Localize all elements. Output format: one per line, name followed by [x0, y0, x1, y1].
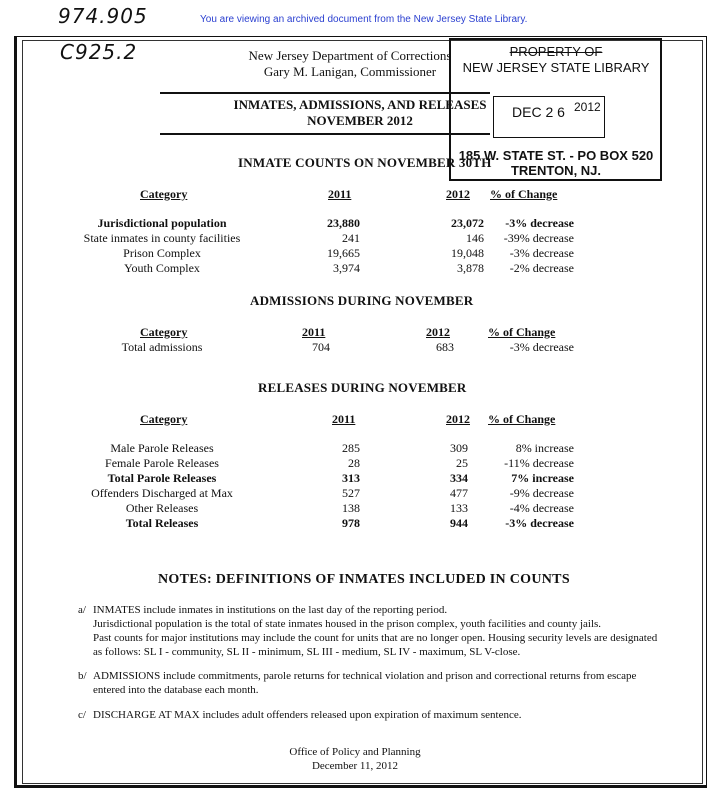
- release-row-y2011: 138: [342, 501, 360, 515]
- report-period: NOVEMBER 2012: [307, 113, 413, 128]
- commissioner-name: Gary M. Lanigan, Commissioner: [263, 64, 437, 79]
- release-row-y2011: 313: [342, 471, 360, 485]
- release-row-category: Total Parole Releases: [107, 471, 217, 485]
- admissions-col-2011: 2011: [302, 325, 326, 339]
- admission-row-change: -3% decrease: [509, 340, 574, 354]
- stamp-date: DEC 2 6: [512, 104, 565, 120]
- inmate-row-change: -39% decrease: [503, 231, 574, 245]
- inmate-row-y2011: 241: [342, 231, 360, 245]
- release-row-y2012: 309: [450, 441, 468, 455]
- release-row-change: -11% decrease: [504, 456, 574, 470]
- note-b-label: b/: [78, 670, 87, 682]
- release-row-change: -9% decrease: [509, 486, 574, 500]
- inmate-row-y2011: 19,665: [327, 246, 360, 260]
- release-row-category: Male Parole Releases: [110, 441, 214, 455]
- releases-title: RELEASES DURING NOVEMBER: [258, 380, 467, 395]
- admission-row-y2011: 704: [312, 340, 330, 354]
- release-row-y2011: 28: [348, 456, 360, 470]
- note-a-line-4: as follows: SL I - community, SL II - minimum, SL III - medium, SL IV - maximum, SL V-close.: [93, 646, 521, 658]
- admission-row-y2012: 683: [436, 340, 454, 354]
- inmate-row-category: Prison Complex: [123, 246, 201, 260]
- footer-date: December 11, 2012: [311, 760, 399, 772]
- admission-row-category: Total admissions: [121, 340, 203, 354]
- note-a-line-3: Past counts for major institutions may include the count for units that are no longer open. Housing security levels are designated: [93, 632, 658, 644]
- release-row-category: Other Releases: [125, 501, 199, 515]
- inmate-row-category: Youth Complex: [124, 261, 200, 275]
- note-a-line-1: INMATES include inmates in institutions on the last day of the reporting period.: [93, 604, 448, 616]
- inmate-col-2011: 2011: [328, 187, 352, 201]
- note-b-line-2: entered into the database each month.: [93, 684, 259, 696]
- release-row-y2012: 25: [456, 456, 468, 470]
- admissions-col-change: % of Change: [488, 325, 556, 339]
- release-row-y2011: 527: [342, 486, 360, 500]
- inmate-row-y2012: 23,072: [451, 216, 484, 230]
- archive-banner: You are viewing an archived document from the New Jersey State Library.: [200, 14, 528, 25]
- release-row-y2012: 944: [450, 516, 468, 530]
- releases-col-change: % of Change: [488, 412, 556, 426]
- release-row-category: Offenders Discharged at Max: [91, 486, 233, 500]
- release-row-y2012: 477: [450, 486, 468, 500]
- releases-col-category: Category: [140, 412, 188, 426]
- stamp-library-name: NEW JERSEY STATE LIBRARY: [462, 60, 650, 75]
- release-row-y2012: 133: [450, 501, 468, 515]
- inmate-row-change: -3% decrease: [509, 246, 574, 260]
- releases-col-2011: 2011: [332, 412, 356, 426]
- footer-office: Office of Policy and Planning: [289, 746, 421, 758]
- stamp-city: TRENTON, NJ.: [510, 163, 602, 178]
- admissions-col-2012: 2012: [426, 325, 450, 339]
- header-rule-top: [160, 92, 490, 94]
- inmate-row-y2012: 146: [466, 231, 484, 245]
- release-row-change: 8% increase: [515, 441, 574, 455]
- header-rule-bottom: [160, 133, 490, 135]
- inmate-row-category: State inmates in county facilities: [83, 231, 241, 245]
- release-row-category: Total Releases: [125, 516, 199, 530]
- note-c-label: c/: [78, 709, 86, 721]
- release-row-y2012: 334: [450, 471, 468, 485]
- inmate-col-category: Category: [140, 187, 188, 201]
- note-c-line-1: DISCHARGE AT MAX includes adult offenders released upon expiration of maximum sentence.: [93, 709, 522, 721]
- notes-title: NOTES: DEFINITIONS OF INMATES INCLUDED IN COUNTS: [158, 572, 570, 587]
- stamp-property-of: PROPERTY OF: [509, 44, 603, 59]
- inmate-row-y2012: 19,048: [451, 246, 484, 260]
- report-title: INMATES, ADMISSIONS, AND RELEASES: [233, 97, 487, 112]
- inmate-row-category: Jurisdictional population: [97, 216, 227, 230]
- inmate-row-y2012: 3,878: [457, 261, 484, 275]
- note-b-line-1: ADMISSIONS include commitments, parole returns for technical violation and prison and correctional returns from escape: [93, 670, 637, 682]
- inmate-row-change: -2% decrease: [509, 261, 574, 275]
- note-a-line-2: Jurisdictional population is the total of state inmates housed in the prison complex, youth facilities and county jails.: [93, 618, 602, 630]
- stamp-address: 185 W. STATE ST. - PO BOX 520: [458, 148, 654, 163]
- release-row-change: -4% decrease: [509, 501, 574, 515]
- inmate-col-2012: 2012: [446, 187, 470, 201]
- stamp-date-year: 2012: [574, 100, 601, 114]
- inmate-col-change: % of Change: [490, 187, 558, 201]
- release-row-y2011: 285: [342, 441, 360, 455]
- releases-col-2012: 2012: [446, 412, 470, 426]
- inmate-counts-title: INMATE COUNTS ON NOVEMBER 30TH: [238, 155, 492, 170]
- department-name: New Jersey Department of Corrections: [248, 48, 452, 63]
- admissions-col-category: Category: [140, 325, 188, 339]
- handwritten-catalog-number: C925.2: [60, 40, 138, 64]
- release-row-y2011: 978: [342, 516, 360, 530]
- inmate-row-y2011: 3,974: [333, 261, 360, 275]
- release-row-change: -3% decrease: [505, 516, 574, 530]
- inmate-row-y2011: 23,880: [327, 216, 360, 230]
- handwritten-call-number: 974.905: [58, 4, 148, 28]
- release-row-change: 7% increase: [511, 471, 574, 485]
- inmate-row-change: -3% decrease: [505, 216, 574, 230]
- admissions-title: ADMISSIONS DURING NOVEMBER: [250, 293, 474, 308]
- release-row-category: Female Parole Releases: [105, 456, 219, 470]
- note-a-label: a/: [78, 604, 86, 616]
